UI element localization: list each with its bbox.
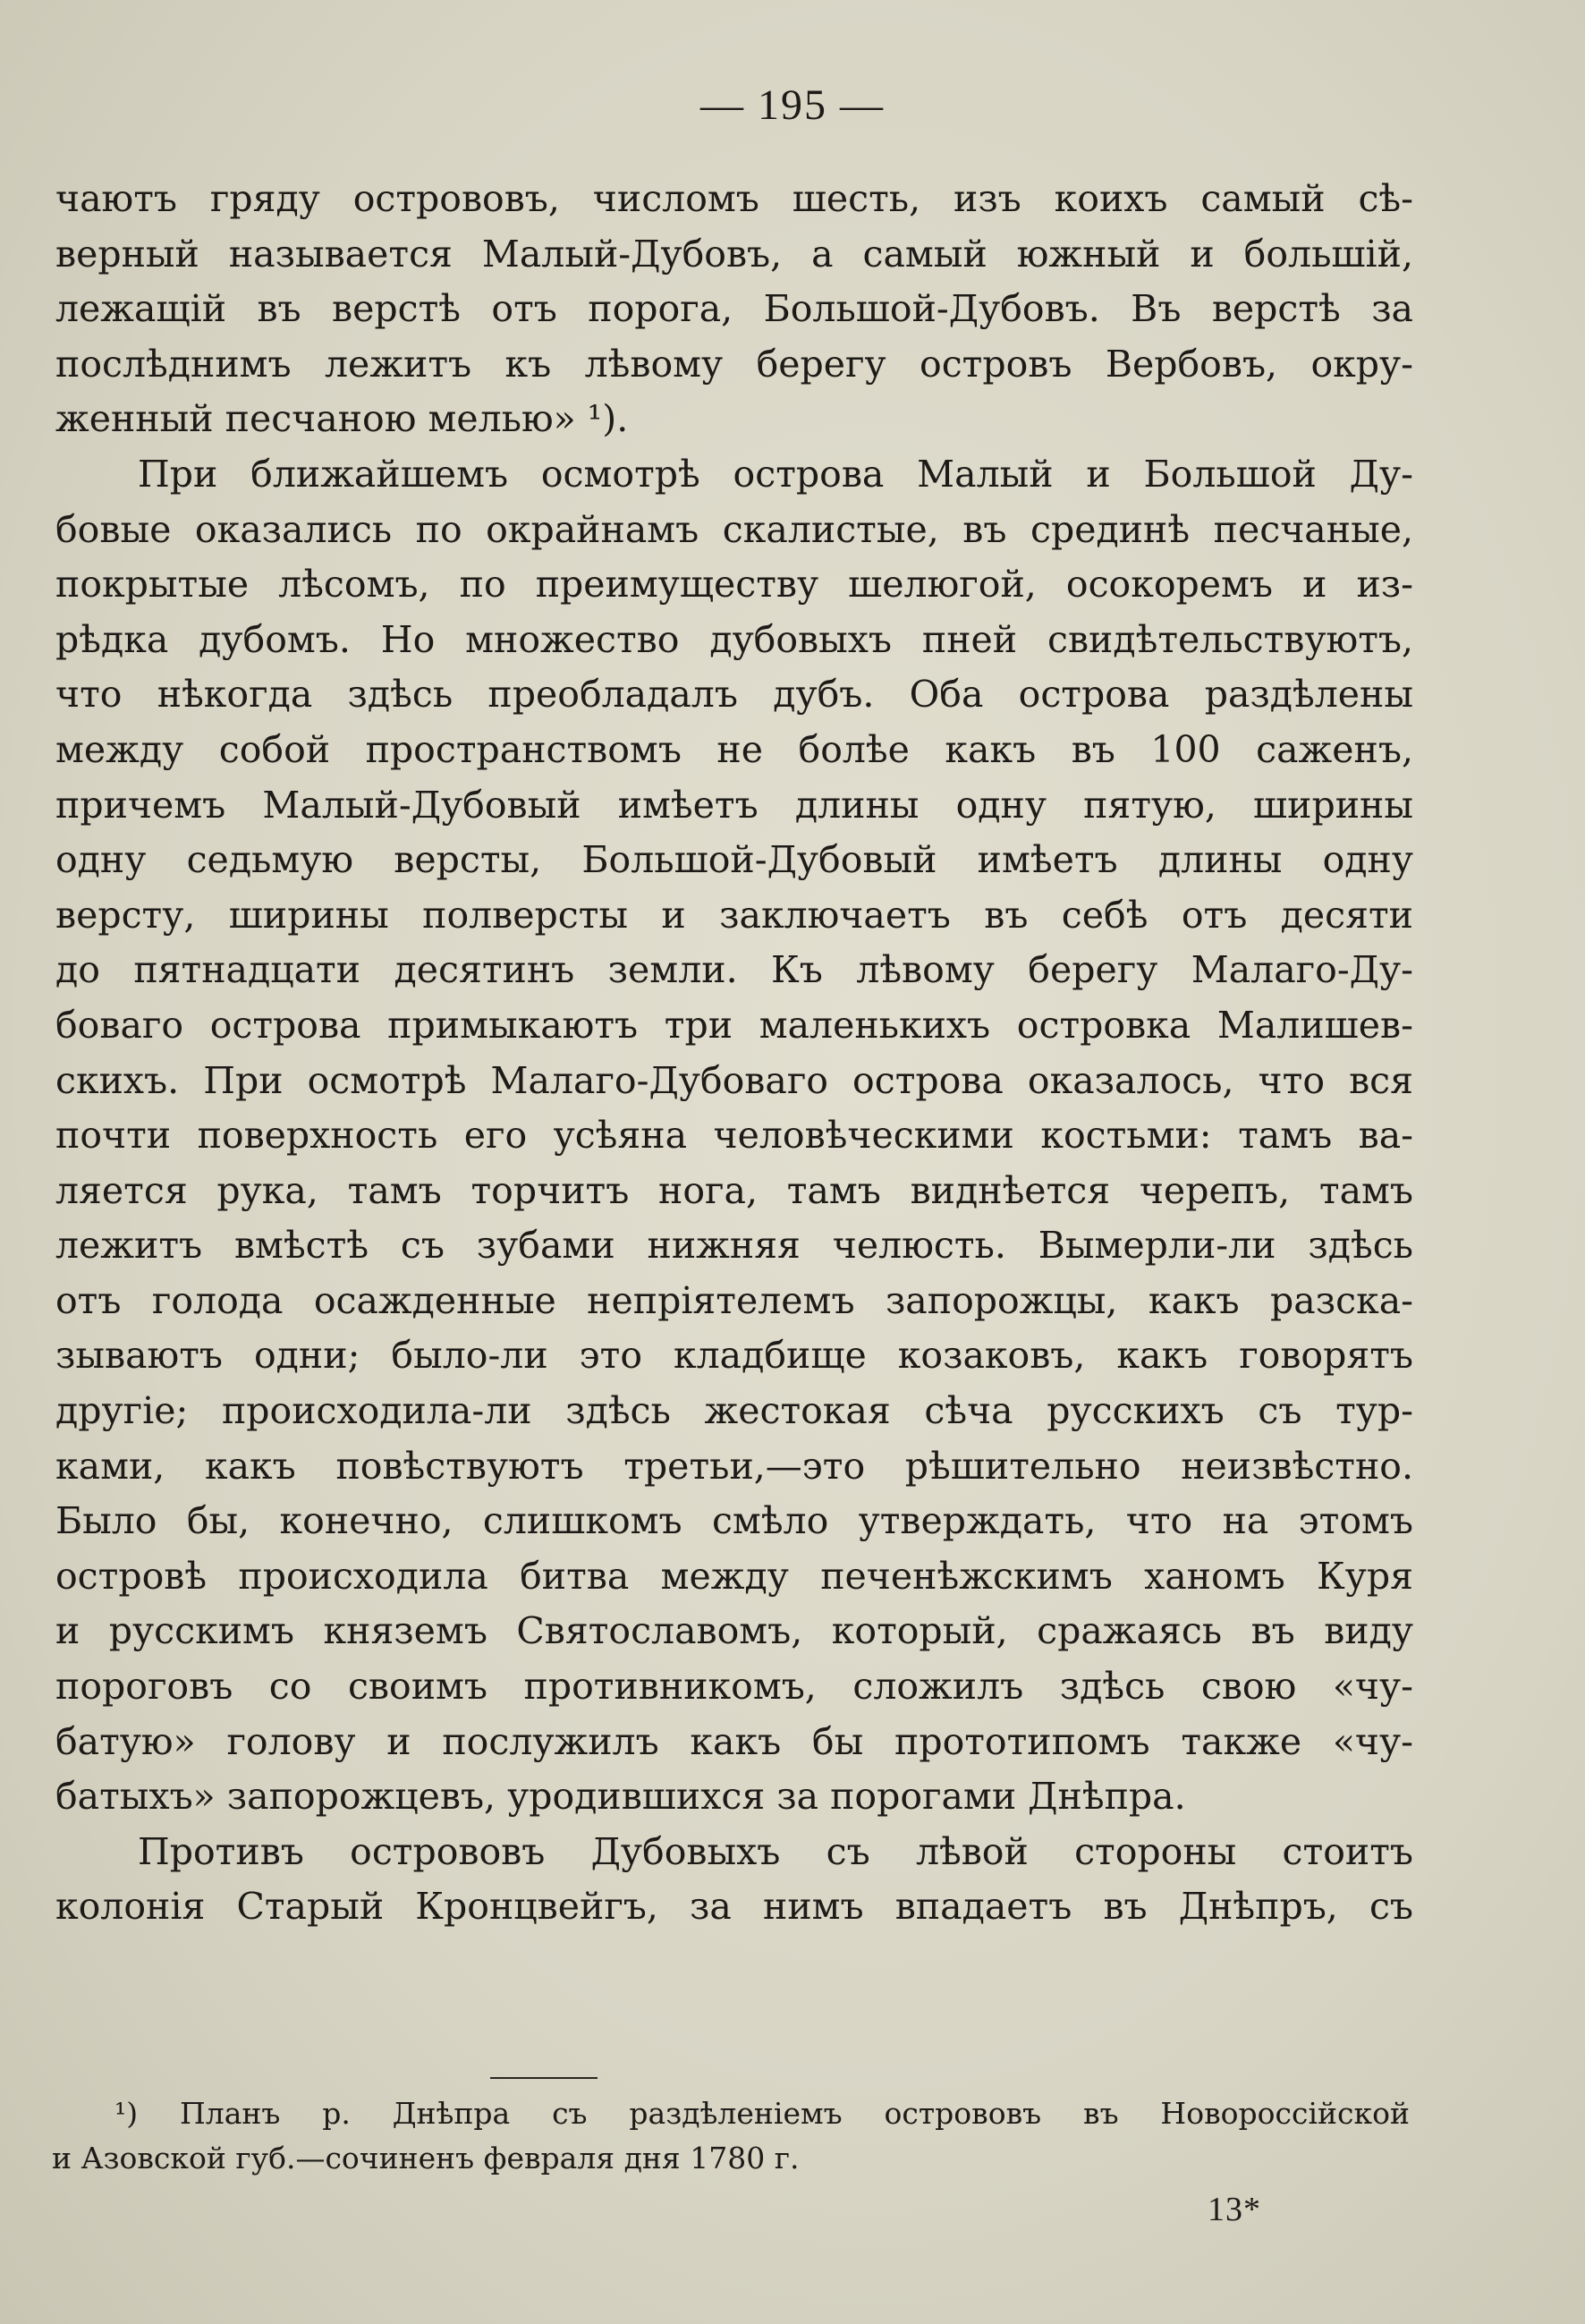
text-line: причемъ Малый-Дубовый имѣетъ длины одну пятую, ширины xyxy=(55,783,1413,827)
text-line: бовые оказались по окрайнамъ скалистые, въ срединѣ песчаные, xyxy=(55,507,1413,551)
page-number: — 195 — xyxy=(700,81,885,129)
footnote-line: и Азовской губ.—сочиненъ февраля дня 1780 г. xyxy=(52,2141,800,2176)
text-line: женный песчаною мелью» ¹). xyxy=(55,397,629,441)
text-line: лежитъ вмѣстѣ съ зубами нижняя челюсть. Вымерли-ли здѣсь xyxy=(55,1224,1413,1268)
text-line: ками, какъ повѣствуютъ третьи,—это рѣшительно неизвѣстно. xyxy=(55,1444,1413,1488)
text-line: чаютъ гряду острововъ, числомъ шесть, изъ коихъ самый сѣ- xyxy=(55,177,1413,220)
text-line: зываютъ одни; было-ли это кладбище козаковъ, какъ говорятъ xyxy=(55,1334,1413,1378)
text-line: При ближайшемъ осмотрѣ острова Малый и Большой Ду- xyxy=(138,452,1413,496)
text-line: островѣ происходила битва между печенѣжскимъ ханомъ Куря xyxy=(55,1554,1413,1598)
text-line: ляется рука, тамъ торчитъ нога, тамъ виднѣется черепъ, тамъ xyxy=(55,1168,1413,1212)
text-line: до пятнадцати десятинъ земли. Къ лѣвому берегу Малаго-Ду- xyxy=(55,948,1413,992)
text-line: колонія Старый Кронцвейгъ, за нимъ впадаетъ въ Днѣпръ, съ xyxy=(55,1885,1413,1929)
text-line: боваго острова примыкаютъ три маленькихъ островка Малишев- xyxy=(55,1003,1413,1047)
signature-mark: 13* xyxy=(1208,2191,1261,2228)
text-line: Было бы, конечно, слишкомъ смѣло утверждать, что на этомъ xyxy=(55,1499,1413,1543)
text-line: послѣднимъ лежитъ къ лѣвому берегу островъ Вербовъ, окру- xyxy=(55,342,1413,386)
text-line: скихъ. При осмотрѣ Малаго-Дубоваго острова оказалось, что вся xyxy=(55,1058,1413,1102)
text-line: пороговъ со своимъ противникомъ, сложилъ здѣсь свою «чу- xyxy=(55,1665,1413,1709)
text-line: почти поверхность его усѣяна человѣческими костьми: тамъ ва- xyxy=(55,1114,1413,1158)
text-line: одну седьмую версты, Большой-Дубовый имѣетъ длины одну xyxy=(55,838,1413,882)
text-line: лежащій въ верстѣ отъ порога, Большой-Дубовъ. Въ верстѣ за xyxy=(55,287,1413,331)
text-line: верный называется Малый-Дубовъ, а самый южный и большій, xyxy=(55,232,1413,276)
text-line: Противъ острововъ Дубовыхъ съ лѣвой стороны стоитъ xyxy=(138,1829,1413,1873)
text-line: и русскимъ княземъ Святославомъ, который, сражаясь въ виду xyxy=(55,1609,1413,1653)
text-line: покрытые лѣсомъ, по преимуществу шелюгой, осокоремъ и из- xyxy=(55,563,1413,606)
text-line: рѣдка дубомъ. Но множество дубовыхъ пней свидѣтельствуютъ, xyxy=(55,617,1413,661)
body-text xyxy=(55,172,1413,1935)
text-line: другіе; происходила-ли здѣсь жестокая сѣча русскихъ съ тур- xyxy=(55,1389,1413,1433)
text-line: версту, ширины полверсты и заключаетъ въ себѣ отъ десяти xyxy=(55,893,1413,937)
text-line: что нѣкогда здѣсь преобладалъ дубъ. Оба острова раздѣлены xyxy=(55,673,1413,717)
text-line: батыхъ» запорожцевъ, уродившихся за порогами Днѣпра. xyxy=(55,1775,1186,1819)
text-line: между собой пространствомъ не болѣе какъ въ 100 саженъ, xyxy=(55,727,1413,771)
text-line: отъ голода осажденные непріятелемъ запорожцы, какъ разска- xyxy=(55,1278,1413,1322)
text-line: батую» голову и послужилъ какъ бы прототипомъ также «чу- xyxy=(55,1719,1413,1763)
footnote-divider xyxy=(490,2077,598,2079)
footnote-line: ¹) Планъ р. Днѣпра съ раздѣленіемъ острововъ въ Новороссійской xyxy=(114,2096,1410,2131)
footnotes xyxy=(52,2091,1410,2181)
